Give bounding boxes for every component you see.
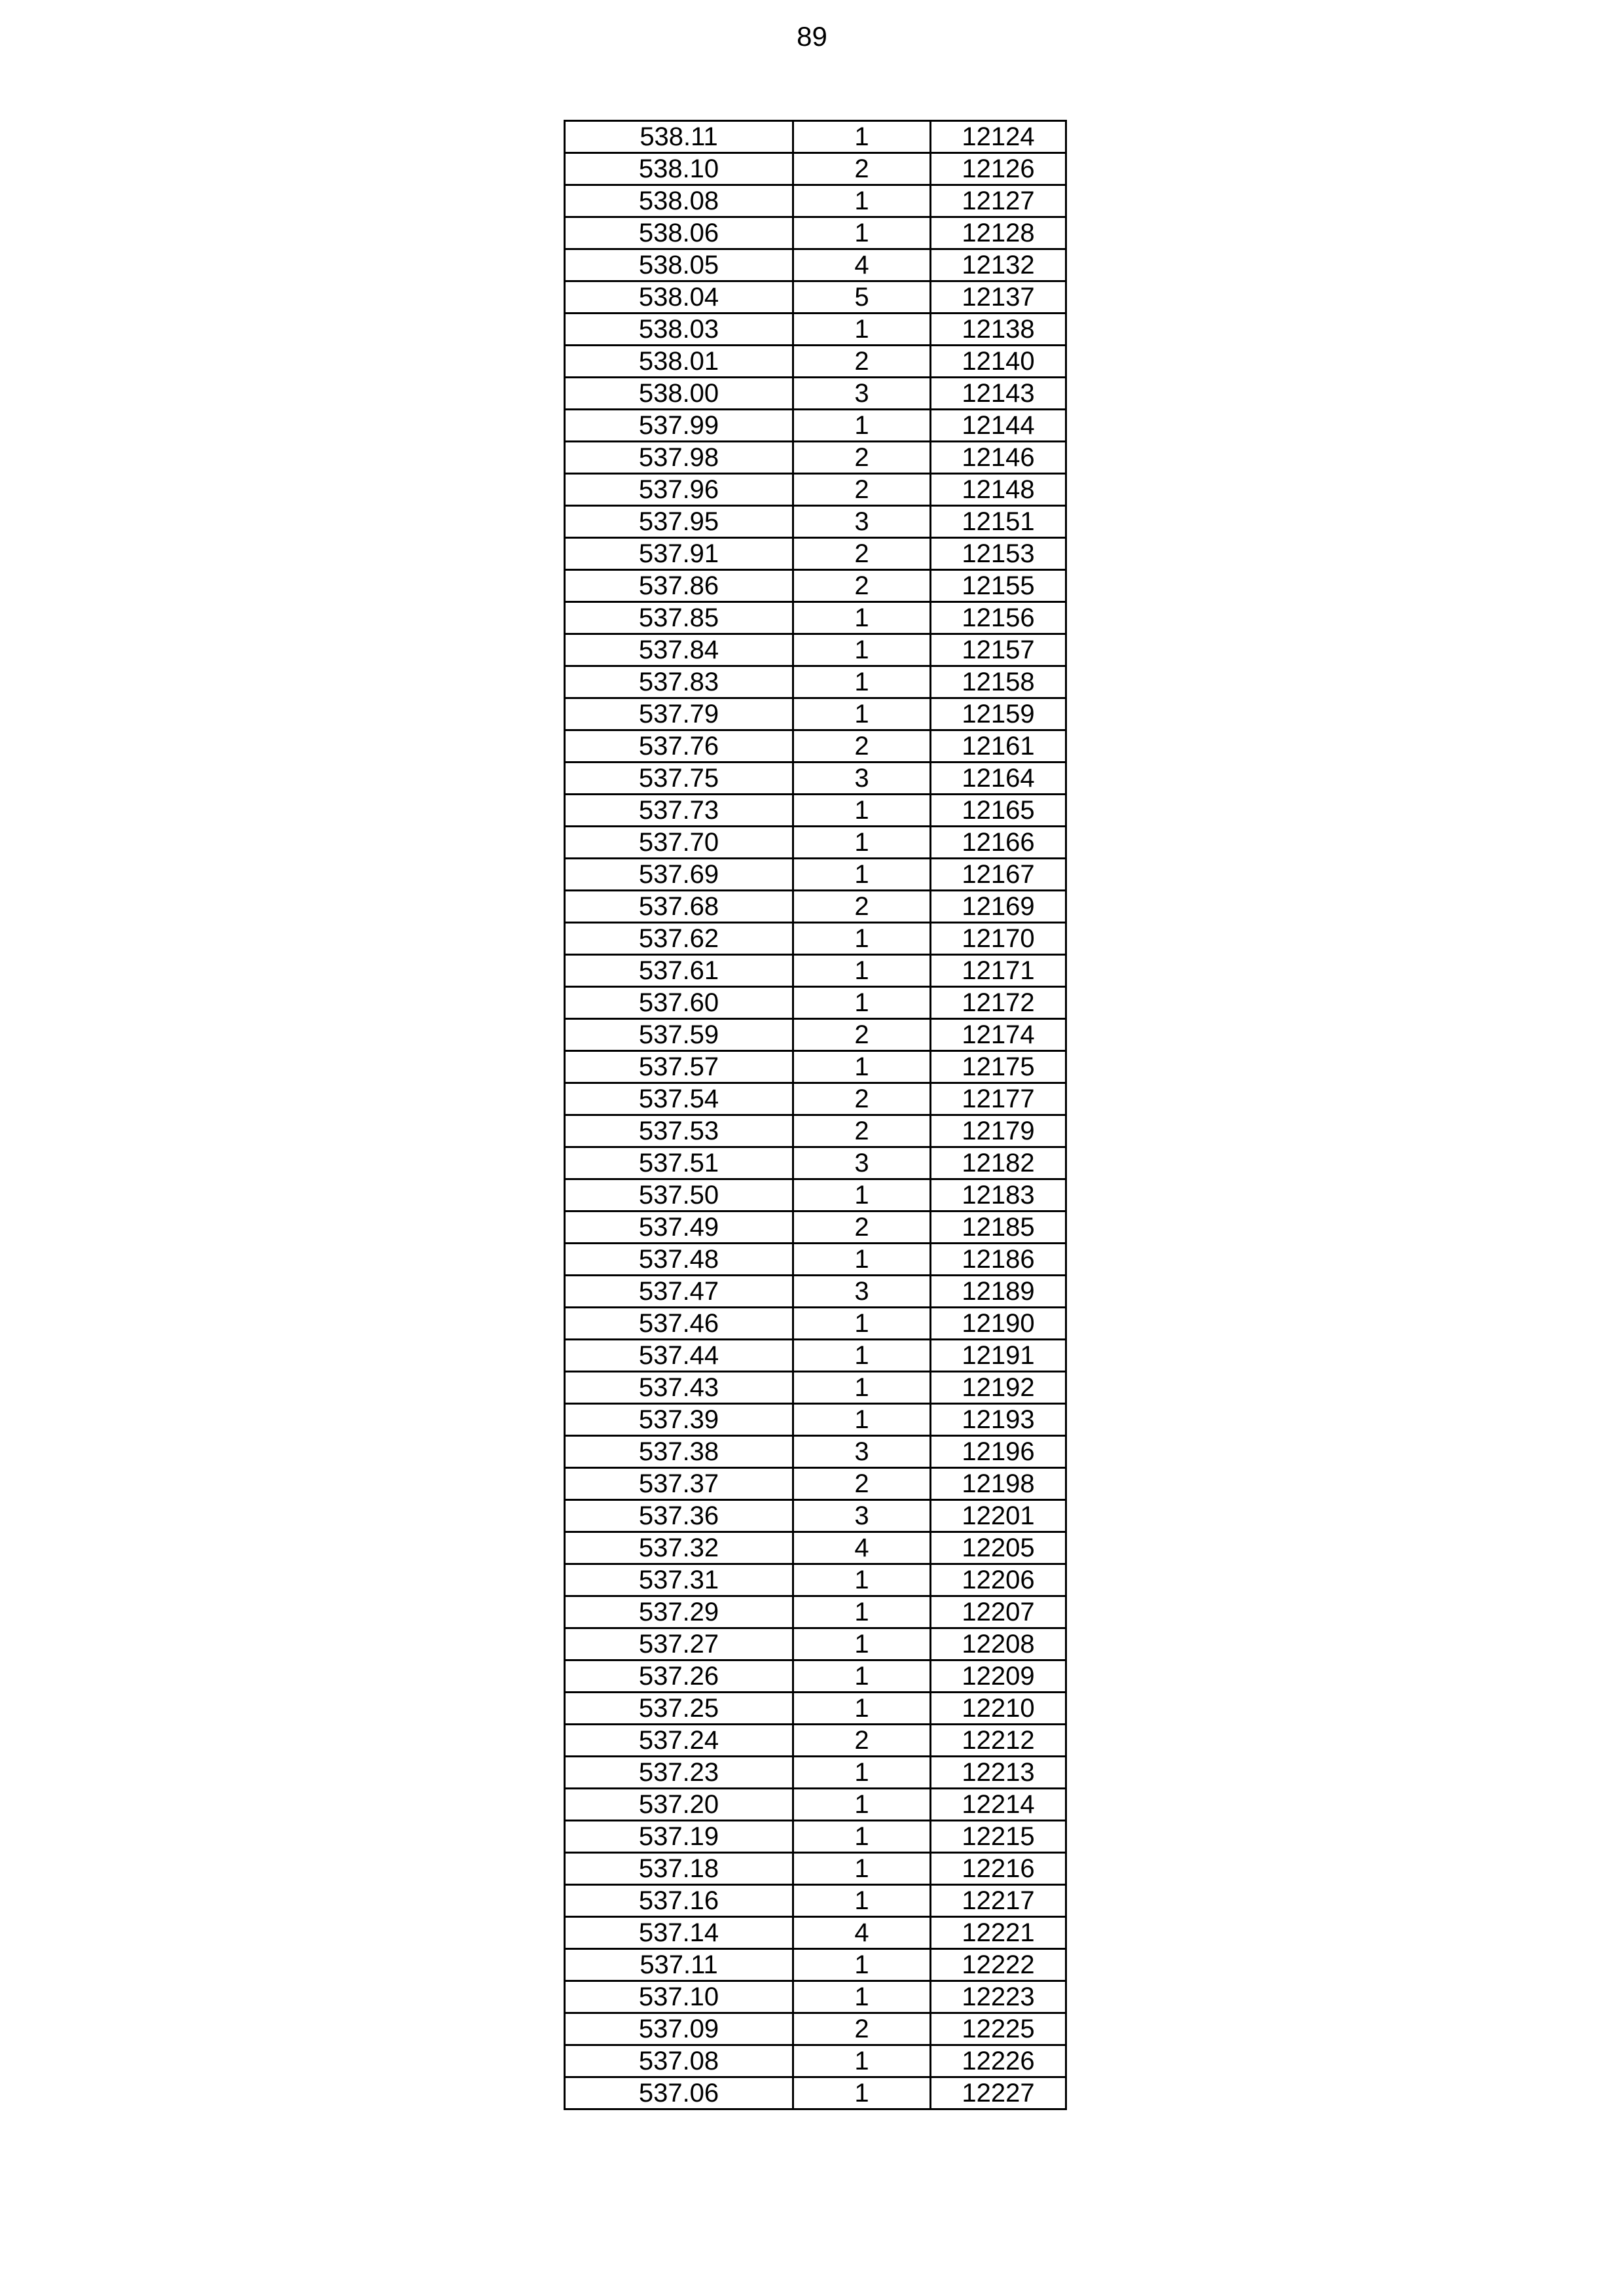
cumulative-cell: 12190 xyxy=(931,1308,1066,1340)
table-row xyxy=(565,1725,1066,1757)
count-cell: 1 xyxy=(793,1372,931,1404)
cumulative-cell: 12201 xyxy=(931,1500,1066,1532)
table-row xyxy=(565,249,1066,281)
count-cell: 1 xyxy=(793,1885,931,1917)
cumulative-cell: 12179 xyxy=(931,1115,1066,1147)
value-cell: 537.96 xyxy=(565,474,793,506)
count-cell: 2 xyxy=(793,474,931,506)
count-cell: 2 xyxy=(793,730,931,762)
value-cell: 537.91 xyxy=(565,538,793,570)
cumulative-cell: 12151 xyxy=(931,506,1066,538)
cumulative-cell: 12177 xyxy=(931,1083,1066,1115)
table-row xyxy=(565,1853,1066,1885)
cumulative-cell: 12227 xyxy=(931,2077,1066,2109)
table-row xyxy=(565,474,1066,506)
table-row xyxy=(565,1693,1066,1725)
cumulative-cell: 12225 xyxy=(931,2013,1066,2045)
count-cell: 1 xyxy=(793,987,931,1019)
cumulative-cell: 12222 xyxy=(931,1949,1066,1981)
table-row xyxy=(565,795,1066,827)
count-cell: 4 xyxy=(793,249,931,281)
table-row xyxy=(565,827,1066,859)
value-cell: 537.10 xyxy=(565,1981,793,2013)
table-row xyxy=(565,1019,1066,1051)
value-cell: 537.08 xyxy=(565,2045,793,2077)
value-cell: 537.37 xyxy=(565,1468,793,1500)
table-row xyxy=(565,185,1066,217)
value-cell: 537.44 xyxy=(565,1340,793,1372)
cumulative-cell: 12171 xyxy=(931,955,1066,987)
value-cell: 537.99 xyxy=(565,410,793,442)
count-cell: 2 xyxy=(793,1019,931,1051)
count-cell: 1 xyxy=(793,666,931,698)
count-cell: 2 xyxy=(793,442,931,474)
count-cell: 2 xyxy=(793,538,931,570)
count-cell: 2 xyxy=(793,2013,931,2045)
count-cell: 1 xyxy=(793,1693,931,1725)
table-row xyxy=(565,506,1066,538)
cumulative-cell: 12216 xyxy=(931,1853,1066,1885)
cumulative-cell: 12206 xyxy=(931,1564,1066,1596)
cumulative-cell: 12193 xyxy=(931,1404,1066,1436)
table-row xyxy=(565,1276,1066,1308)
count-cell: 1 xyxy=(793,1949,931,1981)
table-row xyxy=(565,1115,1066,1147)
table-row xyxy=(565,923,1066,955)
table-row xyxy=(565,1340,1066,1372)
cumulative-cell: 12212 xyxy=(931,1725,1066,1757)
value-cell: 537.32 xyxy=(565,1532,793,1564)
table-row xyxy=(565,1436,1066,1468)
table-row xyxy=(565,538,1066,570)
cumulative-cell: 12155 xyxy=(931,570,1066,602)
cumulative-cell: 12169 xyxy=(931,891,1066,923)
table-row xyxy=(565,1051,1066,1083)
count-cell: 3 xyxy=(793,378,931,410)
count-cell: 3 xyxy=(793,1276,931,1308)
cumulative-cell: 12198 xyxy=(931,1468,1066,1500)
value-cell: 537.47 xyxy=(565,1276,793,1308)
table-row xyxy=(565,698,1066,730)
cumulative-cell: 12159 xyxy=(931,698,1066,730)
table-row xyxy=(565,1821,1066,1853)
count-cell: 1 xyxy=(793,410,931,442)
table-row xyxy=(565,1147,1066,1179)
value-cell: 537.68 xyxy=(565,891,793,923)
cumulative-cell: 12209 xyxy=(931,1660,1066,1693)
table-row xyxy=(565,1981,1066,2013)
table-row xyxy=(565,1917,1066,1949)
cumulative-cell: 12213 xyxy=(931,1757,1066,1789)
value-cell: 537.69 xyxy=(565,859,793,891)
value-cell: 537.38 xyxy=(565,1436,793,1468)
count-cell: 3 xyxy=(793,762,931,795)
table-row xyxy=(565,1660,1066,1693)
table-row xyxy=(565,1404,1066,1436)
count-cell: 2 xyxy=(793,570,931,602)
cumulative-cell: 12214 xyxy=(931,1789,1066,1821)
count-cell: 2 xyxy=(793,1115,931,1147)
table-row xyxy=(565,1244,1066,1276)
value-cell: 537.54 xyxy=(565,1083,793,1115)
value-cell: 537.73 xyxy=(565,795,793,827)
value-cell: 537.70 xyxy=(565,827,793,859)
table-row xyxy=(565,570,1066,602)
cumulative-cell: 12191 xyxy=(931,1340,1066,1372)
count-cell: 1 xyxy=(793,1789,931,1821)
value-cell: 537.79 xyxy=(565,698,793,730)
count-cell: 1 xyxy=(793,698,931,730)
cumulative-cell: 12166 xyxy=(931,827,1066,859)
count-cell: 3 xyxy=(793,1147,931,1179)
value-cell: 537.23 xyxy=(565,1757,793,1789)
cumulative-cell: 12153 xyxy=(931,538,1066,570)
count-cell: 1 xyxy=(793,634,931,666)
cumulative-cell: 12172 xyxy=(931,987,1066,1019)
count-cell: 3 xyxy=(793,1436,931,1468)
value-cell: 537.53 xyxy=(565,1115,793,1147)
cumulative-cell: 12170 xyxy=(931,923,1066,955)
value-cell: 537.85 xyxy=(565,602,793,634)
count-cell: 1 xyxy=(793,1853,931,1885)
value-cell: 537.60 xyxy=(565,987,793,1019)
count-cell: 1 xyxy=(793,1051,931,1083)
table-row xyxy=(565,281,1066,314)
value-cell: 537.75 xyxy=(565,762,793,795)
count-cell: 4 xyxy=(793,1532,931,1564)
table-row xyxy=(565,217,1066,249)
cumulative-cell: 12128 xyxy=(931,217,1066,249)
table-row xyxy=(565,1308,1066,1340)
cumulative-cell: 12165 xyxy=(931,795,1066,827)
table-row xyxy=(565,2077,1066,2109)
table-body xyxy=(565,121,1066,2109)
page-number: 89 xyxy=(797,21,827,52)
value-cell: 537.51 xyxy=(565,1147,793,1179)
count-cell: 5 xyxy=(793,281,931,314)
table-row xyxy=(565,891,1066,923)
table-row xyxy=(565,602,1066,634)
value-cell: 537.06 xyxy=(565,2077,793,2109)
count-cell: 1 xyxy=(793,827,931,859)
count-cell: 1 xyxy=(793,1660,931,1693)
count-cell: 1 xyxy=(793,185,931,217)
value-cell: 537.62 xyxy=(565,923,793,955)
cumulative-cell: 12192 xyxy=(931,1372,1066,1404)
table-row xyxy=(565,2013,1066,2045)
value-cell: 537.19 xyxy=(565,1821,793,1853)
value-cell: 537.09 xyxy=(565,2013,793,2045)
table-row xyxy=(565,1083,1066,1115)
value-cell: 537.83 xyxy=(565,666,793,698)
count-cell: 1 xyxy=(793,1564,931,1596)
count-cell: 1 xyxy=(793,1404,931,1436)
value-cell: 537.25 xyxy=(565,1693,793,1725)
cumulative-cell: 12223 xyxy=(931,1981,1066,2013)
value-cell: 537.50 xyxy=(565,1179,793,1211)
cumulative-cell: 12161 xyxy=(931,730,1066,762)
table-row xyxy=(565,1596,1066,1628)
value-cell: 537.18 xyxy=(565,1853,793,1885)
cumulative-cell: 12140 xyxy=(931,346,1066,378)
cumulative-cell: 12138 xyxy=(931,314,1066,346)
value-cell: 537.49 xyxy=(565,1211,793,1244)
value-cell: 537.84 xyxy=(565,634,793,666)
cumulative-cell: 12215 xyxy=(931,1821,1066,1853)
value-cell: 537.26 xyxy=(565,1660,793,1693)
value-cell: 537.36 xyxy=(565,1500,793,1532)
table-row xyxy=(565,1757,1066,1789)
count-cell: 1 xyxy=(793,1244,931,1276)
cumulative-cell: 12175 xyxy=(931,1051,1066,1083)
value-cell: 538.06 xyxy=(565,217,793,249)
cumulative-cell: 12127 xyxy=(931,185,1066,217)
table-row xyxy=(565,1500,1066,1532)
cumulative-cell: 12207 xyxy=(931,1596,1066,1628)
value-cell: 537.57 xyxy=(565,1051,793,1083)
table-row xyxy=(565,1949,1066,1981)
value-cell: 538.11 xyxy=(565,121,793,153)
count-cell: 2 xyxy=(793,1725,931,1757)
value-cell: 538.01 xyxy=(565,346,793,378)
count-cell: 1 xyxy=(793,1981,931,2013)
value-cell: 538.03 xyxy=(565,314,793,346)
value-cell: 538.00 xyxy=(565,378,793,410)
count-cell: 1 xyxy=(793,795,931,827)
count-cell: 1 xyxy=(793,2077,931,2109)
count-cell: 3 xyxy=(793,506,931,538)
table-row xyxy=(565,1564,1066,1596)
cumulative-cell: 12157 xyxy=(931,634,1066,666)
cumulative-cell: 12156 xyxy=(931,602,1066,634)
cumulative-cell: 12158 xyxy=(931,666,1066,698)
count-cell: 1 xyxy=(793,602,931,634)
table-row xyxy=(565,1885,1066,1917)
count-cell: 1 xyxy=(793,1340,931,1372)
table-row xyxy=(565,859,1066,891)
value-cell: 538.10 xyxy=(565,153,793,185)
value-cell: 537.98 xyxy=(565,442,793,474)
table-row xyxy=(565,1468,1066,1500)
count-cell: 2 xyxy=(793,1211,931,1244)
count-cell: 1 xyxy=(793,1821,931,1853)
cumulative-cell: 12186 xyxy=(931,1244,1066,1276)
count-cell: 1 xyxy=(793,1308,931,1340)
count-cell: 1 xyxy=(793,1628,931,1660)
table-row xyxy=(565,153,1066,185)
cumulative-cell: 12144 xyxy=(931,410,1066,442)
cumulative-cell: 12174 xyxy=(931,1019,1066,1051)
value-cell: 537.11 xyxy=(565,1949,793,1981)
cumulative-cell: 12217 xyxy=(931,1885,1066,1917)
table-row xyxy=(565,730,1066,762)
table-row xyxy=(565,1211,1066,1244)
table-row xyxy=(565,2045,1066,2077)
table-row xyxy=(565,1372,1066,1404)
table-row xyxy=(565,1179,1066,1211)
table-row xyxy=(565,378,1066,410)
cumulative-cell: 12196 xyxy=(931,1436,1066,1468)
table-row xyxy=(565,1628,1066,1660)
cumulative-cell: 12185 xyxy=(931,1211,1066,1244)
cumulative-cell: 12146 xyxy=(931,442,1066,474)
cumulative-cell: 12167 xyxy=(931,859,1066,891)
table-row xyxy=(565,955,1066,987)
cumulative-cell: 12210 xyxy=(931,1693,1066,1725)
value-cell: 537.86 xyxy=(565,570,793,602)
value-cell: 537.76 xyxy=(565,730,793,762)
count-cell: 4 xyxy=(793,1917,931,1949)
value-cell: 537.39 xyxy=(565,1404,793,1436)
cumulative-cell: 12126 xyxy=(931,153,1066,185)
cumulative-cell: 12143 xyxy=(931,378,1066,410)
value-cell: 537.14 xyxy=(565,1917,793,1949)
count-cell: 1 xyxy=(793,923,931,955)
value-cell: 537.95 xyxy=(565,506,793,538)
count-cell: 1 xyxy=(793,2045,931,2077)
value-cell: 537.46 xyxy=(565,1308,793,1340)
count-cell: 2 xyxy=(793,1083,931,1115)
value-cell: 537.59 xyxy=(565,1019,793,1051)
value-cell: 538.08 xyxy=(565,185,793,217)
cumulative-cell: 12221 xyxy=(931,1917,1066,1949)
cumulative-cell: 12124 xyxy=(931,121,1066,153)
count-cell: 2 xyxy=(793,891,931,923)
count-cell: 2 xyxy=(793,346,931,378)
cumulative-cell: 12148 xyxy=(931,474,1066,506)
value-cell: 537.27 xyxy=(565,1628,793,1660)
table-row xyxy=(565,987,1066,1019)
table-row xyxy=(565,442,1066,474)
count-cell: 1 xyxy=(793,121,931,153)
count-cell: 1 xyxy=(793,1596,931,1628)
value-cell: 537.61 xyxy=(565,955,793,987)
table-row xyxy=(565,314,1066,346)
cumulative-cell: 12137 xyxy=(931,281,1066,314)
value-cell: 537.24 xyxy=(565,1725,793,1757)
cumulative-cell: 12205 xyxy=(931,1532,1066,1564)
value-cell: 537.43 xyxy=(565,1372,793,1404)
count-cell: 2 xyxy=(793,1468,931,1500)
value-cell: 537.31 xyxy=(565,1564,793,1596)
value-cell: 537.20 xyxy=(565,1789,793,1821)
table-row xyxy=(565,762,1066,795)
table-row xyxy=(565,346,1066,378)
cumulative-cell: 12182 xyxy=(931,1147,1066,1179)
value-cell: 537.16 xyxy=(565,1885,793,1917)
count-cell: 1 xyxy=(793,1179,931,1211)
value-cell: 538.05 xyxy=(565,249,793,281)
count-cell: 3 xyxy=(793,1500,931,1532)
table-row xyxy=(565,1532,1066,1564)
count-cell: 1 xyxy=(793,859,931,891)
cumulative-cell: 12189 xyxy=(931,1276,1066,1308)
count-cell: 1 xyxy=(793,1757,931,1789)
cumulative-cell: 12183 xyxy=(931,1179,1066,1211)
count-cell: 1 xyxy=(793,217,931,249)
table-row xyxy=(565,634,1066,666)
value-cell: 537.29 xyxy=(565,1596,793,1628)
table-row xyxy=(565,410,1066,442)
cumulative-cell: 12164 xyxy=(931,762,1066,795)
count-cell: 2 xyxy=(793,153,931,185)
cumulative-cell: 12208 xyxy=(931,1628,1066,1660)
count-cell: 1 xyxy=(793,314,931,346)
table-row xyxy=(565,1789,1066,1821)
table-row xyxy=(565,121,1066,153)
cumulative-cell: 12132 xyxy=(931,249,1066,281)
count-cell: 1 xyxy=(793,955,931,987)
value-cell: 538.04 xyxy=(565,281,793,314)
value-cell: 537.48 xyxy=(565,1244,793,1276)
table-row xyxy=(565,666,1066,698)
data-table xyxy=(564,120,1067,2110)
cumulative-cell: 12226 xyxy=(931,2045,1066,2077)
